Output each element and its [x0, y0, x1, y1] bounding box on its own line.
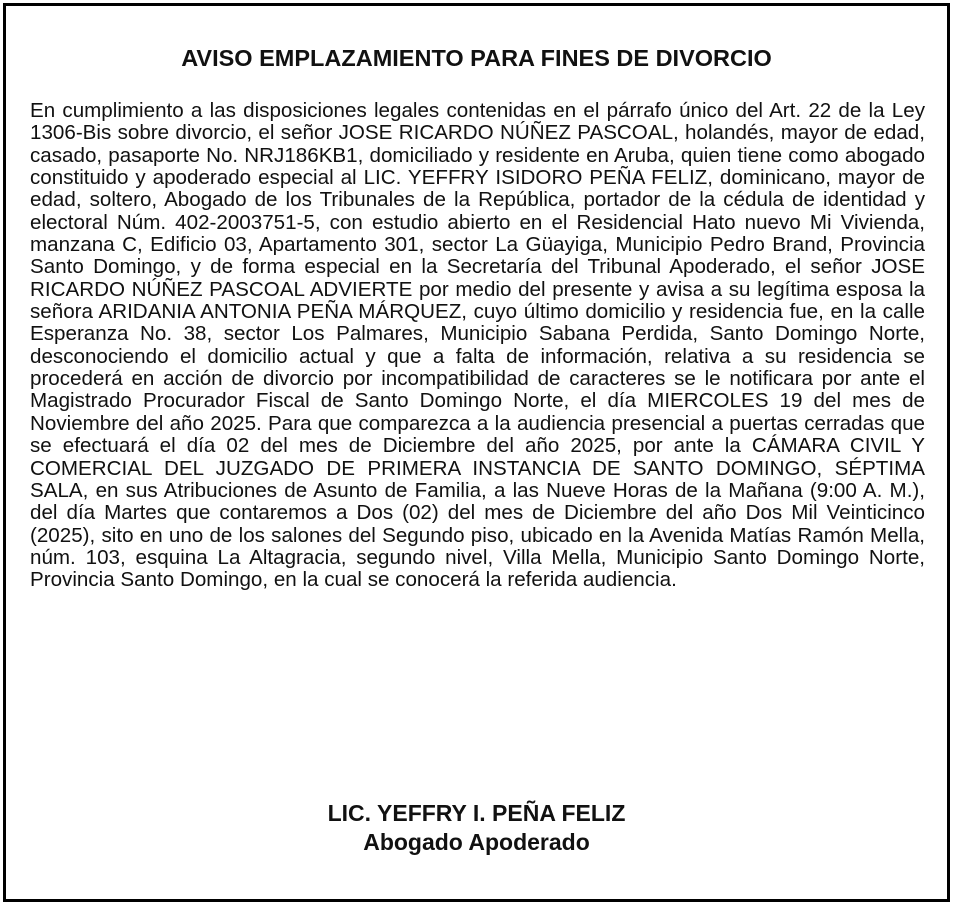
signature-name: LIC. YEFFRY I. PEÑA FELIZ: [327, 800, 626, 826]
notice-body: [30, 100, 925, 592]
notice-paragraph: En cumplimiento a las disposiciones legales contenidas en el párrafo único del Art. 22 de la Ley 1306-Bis sobre divorcio, el señor JOSE RICARDO NÚÑEZ PASCOAL, holandés, mayor de edad, casado, pasaporte No. NRJ186KB1, domiciliado y residente en Aruba, quien tiene como abogado constituido y apoderado especial al LIC. YEFFRY ISIDORO PEÑA FELIZ, dominicano, mayor de edad, soltero, Abogado de los Tribunales de la República, portador de la cédula de identidad y electoral Núm. 402-2003751-5, con estudio abierto en el Residencial Hato nuevo Mi Vivienda, manzana C, Edificio 03, Apartamento 301, sector La Güayiga, Municipio Pedro Brand, Provincia Santo Domingo, y de forma especial en la Secretaría del Tribunal Apoderado, el señor JOSE RICARDO NÚÑEZ PASCOAL ADVIERTE por medio del presente y avisa a su legítima esposa la señora ARIDANIA ANTONIA PEÑA MÁRQUEZ, cuyo último domicilio y residencia fue, en la calle Esperanza No. 38, sector Los Palmares, Municipio Sabana Perdida, Santo Domingo Norte, desconociendo el domicilio actual y que a falta de información, relativa a su residencia se procederá en acción de divorcio por incompatibilidad de caracteres se le notificara por ante el Magistrado Procurador Fiscal de Santo Domingo Norte, el día MIERCOLES 19 del mes de Noviembre del año 2025. Para que comparezca a la audiencia presencial a puertas cerradas que se efectuará el día 02 del mes de Diciembre del año 2025, por ante la CÁMARA CIVIL Y COMERCIAL DEL JUZGADO DE PRIMERA INSTANCIA DE SANTO DOMINGO, SÉPTIMA SALA, en sus Atribuciones de Asunto de Familia, a las Nueve Horas de la Mañana (9:00 A. M.), del día Martes que contaremos a Dos (02) del mes de Diciembre del año Dos Mil Veinticinco (2025), sito en uno de los salones del Segundo piso, ubicado en la Avenida Matías Ramón Mella, núm. 103, esquina La Altagracia, segundo nivel, Villa Mella, Municipio Santo Domingo Norte, Provincia Santo Domingo, en la cual se conocerá la referida audiencia.: [30, 99, 925, 592]
signature-role: Abogado Apoderado: [363, 829, 590, 855]
notice-frame: [3, 3, 950, 902]
signature-block: [6, 799, 947, 857]
notice-title: AVISO EMPLAZAMIENTO PARA FINES DE DIVORCIO: [181, 45, 772, 71]
